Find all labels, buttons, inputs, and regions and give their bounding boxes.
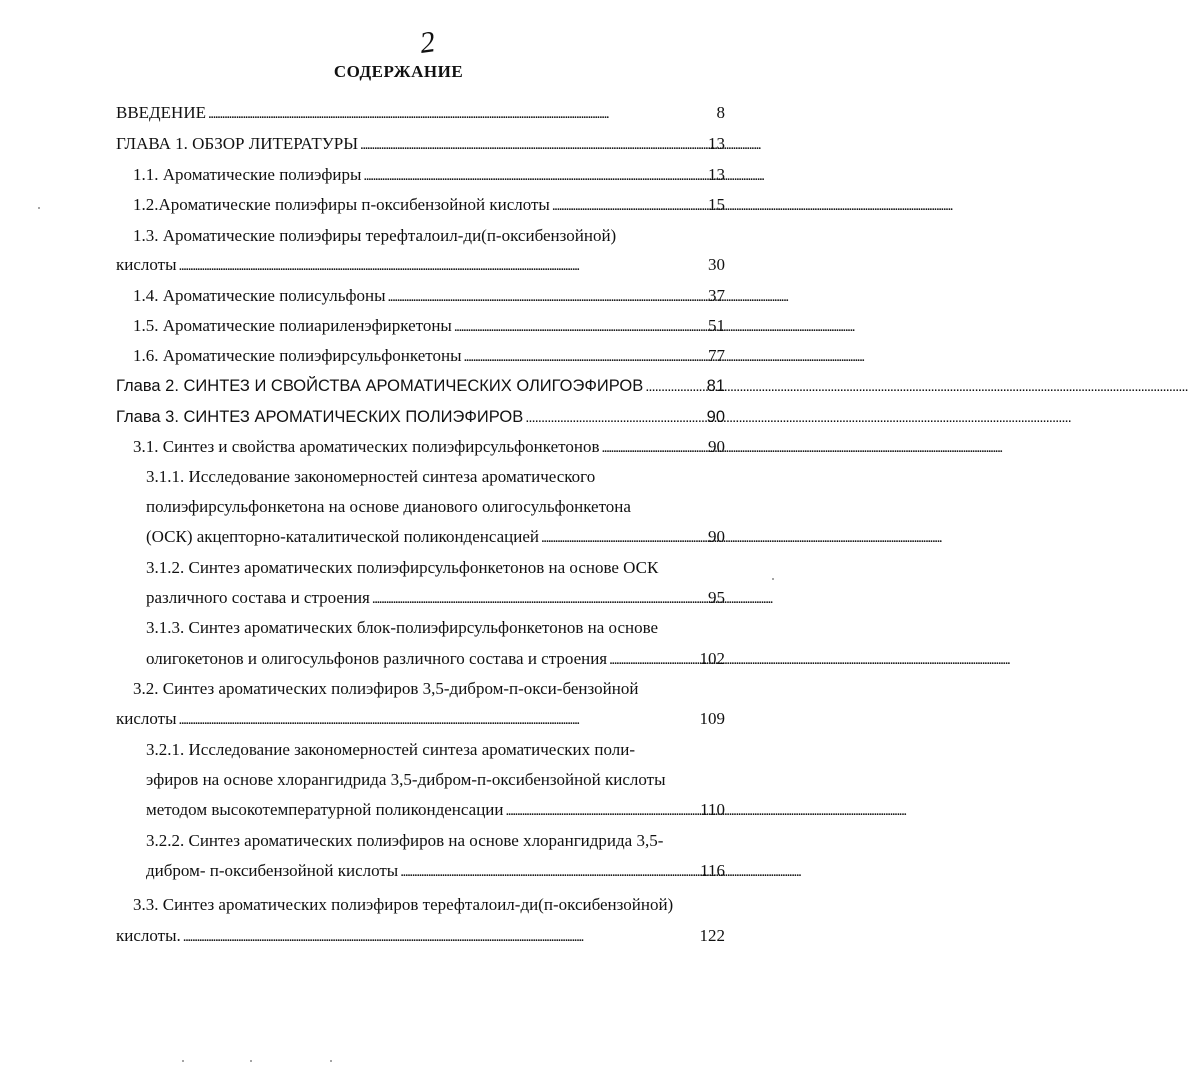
dot-leader	[363, 160, 706, 191]
dot-leader	[208, 98, 715, 129]
toc-entry-page: 90	[708, 437, 725, 456]
toc-entry-continuation[interactable]	[146, 583, 725, 613]
toc-entry[interactable]	[116, 371, 725, 401]
toc-entry[interactable]	[146, 613, 725, 643]
dot-leader	[609, 644, 697, 675]
toc-entry-page: 122	[699, 926, 725, 945]
toc-entry-page: 109	[699, 709, 725, 728]
scan-speck	[330, 1060, 332, 1062]
toc-entry-title: 1.5. Ароматические полиариленэфиркетоны	[133, 316, 452, 335]
toc-entry-page: 8	[716, 103, 725, 122]
toc-entry-page: 30	[708, 255, 725, 274]
toc-entry-title: 3.1. Синтез и свойства ароматических полиэфирсульфонкетонов	[133, 437, 600, 456]
toc-entry-continuation[interactable]	[146, 795, 725, 825]
toc-entry-title: 3.2.2. Синтез ароматических полиэфиров на основе хлорангидрида 3,5-	[146, 831, 664, 850]
toc-entry-page: 77	[708, 346, 725, 365]
toc-entry-continuation[interactable]	[146, 644, 725, 674]
toc-entry-title: 1.2.Ароматические полиэфиры п-оксибензойной кислоты	[133, 195, 550, 214]
toc-entry-continuation[interactable]	[116, 250, 725, 280]
dot-leader	[388, 281, 707, 312]
scan-speck	[250, 1060, 252, 1062]
dot-leader	[360, 129, 706, 160]
toc-entry-title: 3.1.1. Исследование закономерностей синтеза ароматического	[146, 467, 596, 486]
toc-entry-title: ВВЕДЕНИЕ	[116, 103, 206, 122]
toc-entry-page: 110	[700, 800, 725, 819]
toc-entry-title: Глава 3. СИНТЕЗ АРОМАТИЧЕСКИХ ПОЛИЭФИРОВ	[116, 408, 524, 426]
dot-leader	[400, 856, 698, 887]
scan-speck	[772, 578, 774, 580]
toc-entry-title: 1.1. Ароматические полиэфиры	[133, 165, 362, 184]
toc-entry-title: дибром- п-оксибензойной кислоты	[146, 861, 399, 880]
toc-entry[interactable]	[116, 98, 725, 128]
toc-entry-page: 51	[708, 316, 725, 335]
dot-leader	[183, 921, 698, 952]
toc-entry[interactable]	[133, 281, 725, 311]
toc-entry-title: ГЛАВА 1. ОБЗОР ЛИТЕРАТУРЫ	[116, 134, 359, 153]
toc-entry[interactable]	[133, 432, 725, 462]
toc-entry-page: 81	[706, 377, 725, 395]
toc-entry-title: 1.3. Ароматические полиэфиры терефталоил-ди(п-оксибензойной)	[133, 226, 617, 245]
toc-entry-page: 95	[708, 588, 725, 607]
dot-leader	[454, 311, 706, 342]
toc-entry[interactable]	[146, 462, 725, 492]
toc-entry-page: 90	[706, 408, 725, 426]
toc-entry-page: 13	[708, 165, 725, 184]
toc-entry-title: (ОСК) акцепторно-каталитической поликонденсацией	[146, 527, 539, 546]
toc-entry-page: 37	[708, 286, 725, 305]
toc-entry[interactable]	[133, 674, 725, 704]
toc-entry-title: Глава 2. СИНТЕЗ И СВОЙСТВА АРОМАТИЧЕСКИХ ОЛИГОЭФИРОВ	[116, 377, 644, 395]
toc-entry-title: кислоты	[116, 255, 177, 274]
dot-leader	[179, 250, 706, 281]
toc-entry-continuation[interactable]	[146, 765, 725, 795]
dot-leader	[372, 583, 706, 614]
toc-entry[interactable]	[133, 160, 725, 190]
dot-leader	[601, 432, 706, 463]
toc-entry-title: различного состава и строения	[146, 588, 370, 607]
toc-entry-continuation[interactable]	[146, 522, 725, 552]
toc-entry[interactable]	[133, 190, 725, 220]
toc-entry-continuation[interactable]	[146, 492, 725, 522]
toc-entry-title: методом высокотемпературной поликонденсации	[146, 800, 504, 819]
toc-entry-title: 1.4. Ароматические полисульфоны	[133, 286, 386, 305]
dot-leader	[552, 190, 706, 221]
dot-leader	[525, 402, 704, 433]
toc-entry[interactable]	[146, 553, 725, 583]
toc-entry[interactable]	[133, 890, 725, 920]
scan-speck	[182, 1060, 184, 1062]
toc-entry-title: эфиров на основе хлорангидрида 3,5-дибром-п-оксибензойной кислоты	[146, 770, 666, 789]
toc-entry-title: 3.2.1. Исследование закономерностей синтеза ароматических поли-	[146, 740, 635, 759]
toc-entry-title: 3.3. Синтез ароматических полиэфиров терефталоил-ди(п-оксибензойной)	[133, 895, 674, 914]
toc-entry-continuation[interactable]	[116, 921, 725, 951]
toc-entry-page: 116	[700, 861, 725, 880]
handwritten-page-number: 2	[417, 25, 438, 60]
toc-entry-title: 3.2. Синтез ароматических полиэфиров 3,5-дибром-п-окси-бензойной	[133, 679, 639, 698]
scan-speck	[38, 207, 40, 209]
toc-entry-title: кислоты	[116, 709, 177, 728]
toc-entry[interactable]	[116, 402, 725, 432]
dot-leader	[179, 704, 698, 735]
dot-leader	[541, 522, 706, 553]
toc-entry[interactable]	[116, 129, 725, 159]
toc-entry-page: 13	[708, 134, 725, 153]
dot-leader	[645, 371, 704, 402]
toc-entry-title: 1.6. Ароматические полиэфирсульфонкетоны	[133, 346, 462, 365]
toc-entry[interactable]	[146, 735, 725, 765]
toc-entry-page: 90	[708, 527, 725, 546]
toc-entry-page: 15	[708, 195, 725, 214]
toc-entry[interactable]	[133, 311, 725, 341]
toc-title: СОДЕРЖАНИЕ	[333, 62, 464, 81]
toc-entry[interactable]	[133, 341, 725, 371]
toc-entry-continuation[interactable]	[116, 704, 725, 734]
toc-entry-page: 102	[699, 649, 725, 668]
toc-entry-title: 3.1.2. Синтез ароматических полиэфирсульфонкетонов на основе ОСК	[146, 558, 659, 577]
toc-entry-continuation[interactable]	[146, 856, 725, 886]
dot-leader	[505, 795, 698, 826]
toc-entry-title: 3.1.3. Синтез ароматических блок-полиэфирсульфонкетонов на основе	[146, 618, 659, 637]
toc-entry-title: олигокетонов и олигосульфонов различного состава и строения	[146, 649, 608, 668]
dot-leader	[464, 341, 707, 372]
toc-entry[interactable]	[146, 826, 725, 856]
toc-entry[interactable]	[133, 221, 725, 251]
toc-entry-title: кислоты.	[116, 926, 181, 945]
toc-entry-title: полиэфирсульфонкетона на основе дианового олигосульфонкетона	[146, 497, 631, 516]
